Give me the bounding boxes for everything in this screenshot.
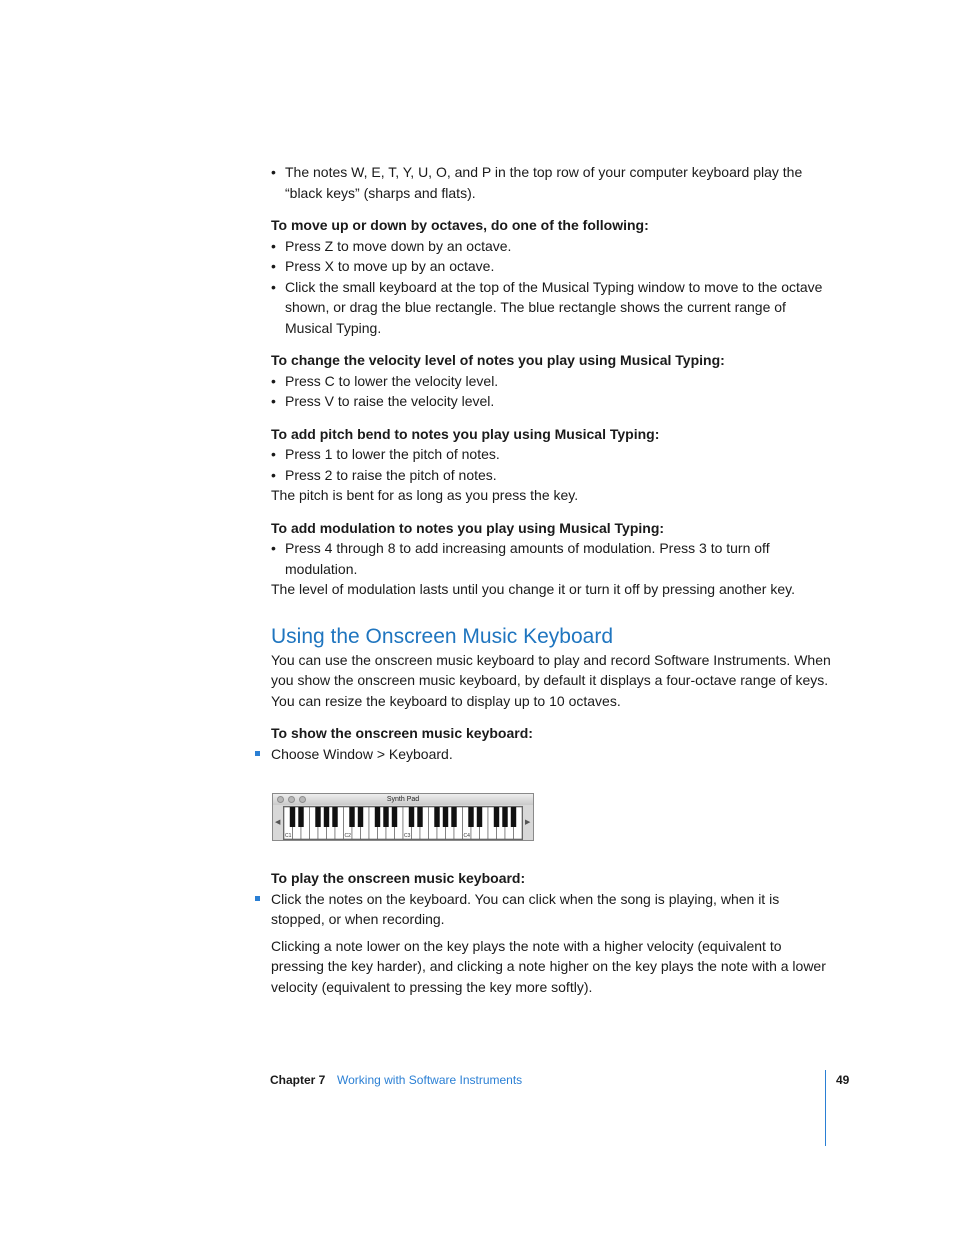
section-title: Using the Onscreen Music Keyboard bbox=[271, 624, 613, 648]
octave-label: C1 bbox=[285, 833, 292, 839]
list-item: • Press Z to move down by an octave. bbox=[271, 236, 831, 257]
velocity-heading: To change the velocity level of notes you play using Musical Typing: bbox=[271, 352, 725, 368]
window-title: Synth Pad bbox=[386, 796, 420, 803]
square-bullet-icon bbox=[255, 896, 260, 901]
left-arrow-icon: ◀ bbox=[275, 819, 281, 826]
section-intro: You can use the onscreen music keyboard to play and record Software Instruments. When you show the onscreen music keyboard, by default it displays a four-octave range of keys. You can resize the keyboard to display up to 10 octaves. bbox=[271, 651, 831, 709]
black-key[interactable] bbox=[383, 807, 388, 827]
black-key[interactable] bbox=[451, 807, 456, 827]
list-item: • Press 1 to lower the pitch of notes. bbox=[271, 444, 831, 465]
list-item: • Press 2 to raise the pitch of notes. bbox=[271, 465, 831, 486]
black-key[interactable] bbox=[332, 807, 337, 827]
octaves-heading: To move up or down by octaves, do one of the following: bbox=[271, 217, 649, 233]
octave-label: C4 bbox=[463, 833, 470, 839]
piano-keys bbox=[283, 806, 523, 840]
window-titlebar bbox=[273, 794, 533, 805]
play-heading: To play the onscreen music keyboard: bbox=[271, 870, 526, 886]
list-item: • The notes W, E, T, Y, U, O, and P in the top row of your computer keyboard play the “black keys” (sharps and flats). bbox=[271, 162, 831, 203]
pitch-heading: To add pitch bend to notes you play using Musical Typing: bbox=[271, 425, 660, 442]
page-number: 49 bbox=[836, 1073, 850, 1087]
black-key[interactable] bbox=[417, 807, 422, 827]
black-key[interactable] bbox=[468, 807, 473, 827]
black-key[interactable] bbox=[477, 807, 482, 827]
square-bullet-icon bbox=[255, 751, 260, 756]
octave-label: C3 bbox=[404, 833, 411, 839]
list-item: • Press X to move up by an octave. bbox=[271, 256, 831, 277]
black-key[interactable] bbox=[392, 807, 397, 827]
piano-keys-svg bbox=[284, 807, 522, 839]
black-key[interactable] bbox=[494, 807, 499, 827]
play-note: Clicking a note lower on the key plays the note with a higher velocity (equivalent to pressing the key harder), and clicking a note higher on the key plays the note with a lower velocity (equivalent to pressing the key more softly). bbox=[271, 937, 826, 995]
list-item: • Press C to lower the velocity level. bbox=[271, 371, 831, 392]
list-item: • Press 4 through 8 to add increasing amounts of modulation. Press 3 to turn off modulation. bbox=[271, 538, 831, 579]
list-item: • Press V to raise the velocity level. bbox=[271, 391, 831, 412]
modulation-note: The level of modulation lasts until you change it or turn it off by pressing another key. bbox=[271, 581, 795, 597]
show-heading: To show the onscreen music keyboard: bbox=[271, 725, 533, 741]
play-step: Click the notes on the keyboard. You can click when the song is playing, when it is stopped, or when recording. bbox=[271, 889, 831, 930]
black-key[interactable] bbox=[511, 807, 516, 827]
right-arrow-icon: ▶ bbox=[525, 819, 531, 826]
black-key[interactable] bbox=[409, 807, 414, 827]
pitch-note: The pitch is bent for as long as you press the key. bbox=[271, 487, 579, 503]
black-key[interactable] bbox=[298, 807, 303, 827]
footer-rule bbox=[825, 1070, 826, 1146]
page-body bbox=[271, 162, 831, 997]
chapter-title: Working with Software Instruments bbox=[337, 1073, 523, 1087]
black-key[interactable] bbox=[290, 807, 295, 827]
black-key[interactable] bbox=[502, 807, 507, 827]
black-key[interactable] bbox=[324, 807, 329, 827]
black-key[interactable] bbox=[315, 807, 320, 827]
black-key[interactable] bbox=[349, 807, 354, 827]
chapter-label: Chapter 7 bbox=[270, 1073, 326, 1087]
keyboard-window-screenshot bbox=[272, 793, 534, 841]
black-key[interactable] bbox=[443, 807, 448, 827]
show-step: Choose Window > Keyboard. bbox=[271, 744, 831, 765]
octave-label: C2 bbox=[344, 833, 351, 839]
black-key[interactable] bbox=[434, 807, 439, 827]
list-item: • Click the small keyboard at the top of the Musical Typing window to move to the octave shown, or drag the blue rectangle. The blue rectangle shows the current range of Musical Typing. bbox=[271, 277, 831, 339]
modulation-heading: To add modulation to notes you play using Musical Typing: bbox=[271, 519, 665, 536]
black-key[interactable] bbox=[358, 807, 363, 827]
black-key[interactable] bbox=[375, 807, 380, 827]
